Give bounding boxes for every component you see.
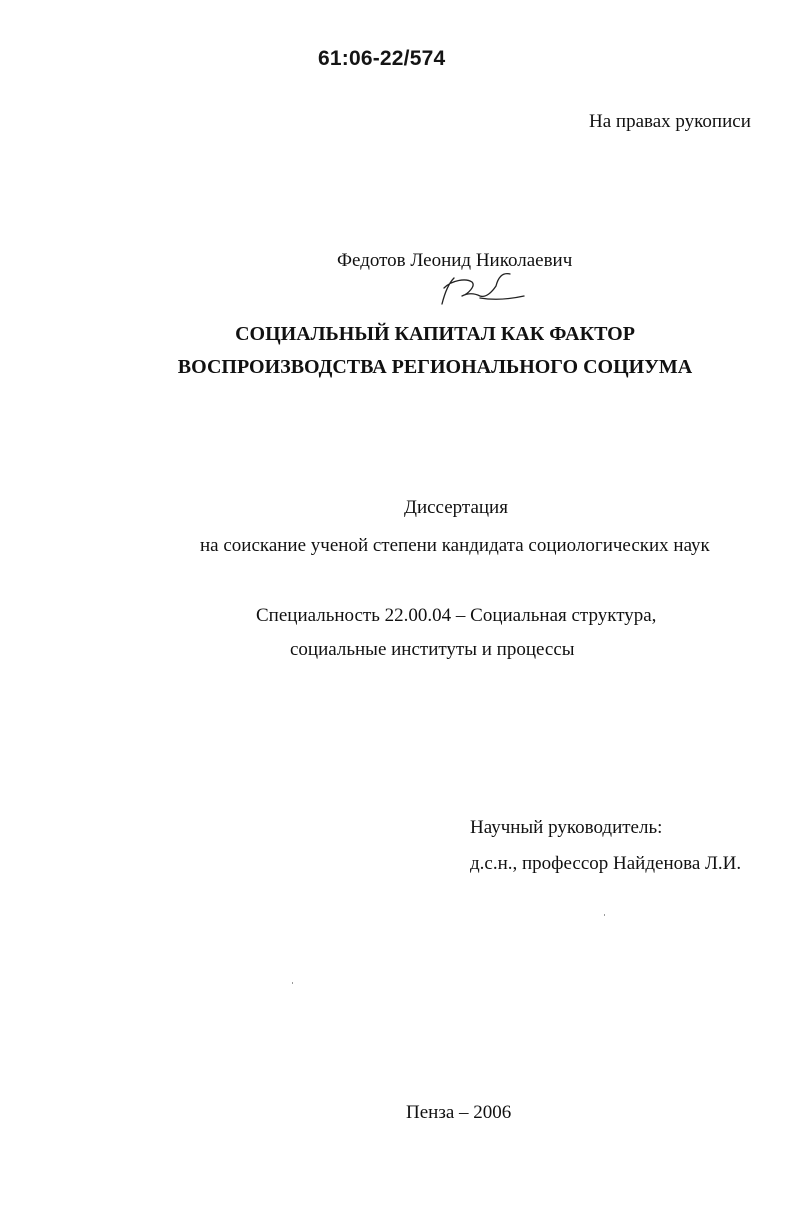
scan-speck [292,982,293,984]
supervisor-label: Научный руководитель: [470,817,663,838]
city-year: Пенза – 2006 [406,1102,512,1123]
work-type: Диссертация [404,497,508,518]
rights-note: На правах рукописи [589,111,751,132]
title-line-1: СОЦИАЛЬНЫЙ КАПИТАЛ КАК ФАКТОР [235,323,635,345]
signature-icon [440,270,530,314]
degree-statement: на соискание ученой степени кандидата социологических наук [200,535,710,556]
dissertation-title [0,318,794,384]
catalog-code: 61:06-22/574 [318,47,446,70]
specialty-line-2: социальные институты и процессы [290,639,575,660]
title-line-2: ВОСПРОИЗВОДСТВА РЕГИОНАЛЬНОГО СОЦИУМА [177,356,693,378]
scan-speck [604,914,605,916]
specialty-line-1: Специальность 22.00.04 – Социальная структура, [256,605,657,626]
supervisor-name: д.с.н., профессор Найденова Л.И. [470,853,742,874]
author-name: Федотов Леонид Николаевич [337,250,573,271]
